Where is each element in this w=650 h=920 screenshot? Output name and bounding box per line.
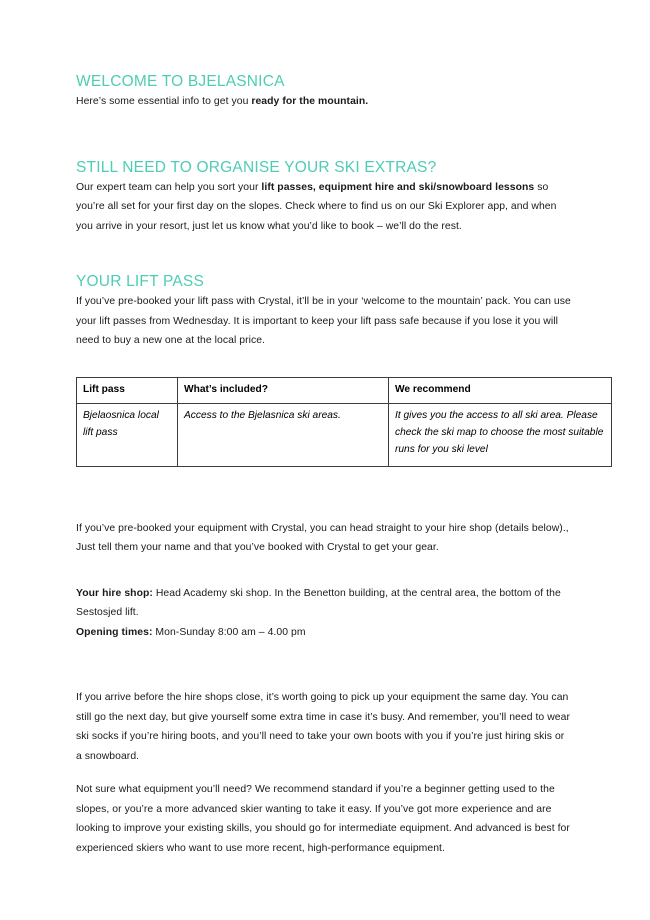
spacer-before-hire-shop — [76, 558, 572, 584]
table-cell-whats-included: Access to the Bjelasnica ski areas. — [178, 403, 389, 466]
spacer-after-extras — [76, 236, 572, 272]
paragraph-ski-extras — [76, 178, 572, 237]
table-header-whats-included: What’s included? — [178, 377, 389, 403]
table-row — [77, 403, 612, 466]
table-header-we-recommend: We recommend — [389, 377, 612, 403]
table-header-lift-pass: Lift pass — [77, 377, 178, 403]
spacer-after-welcome — [76, 112, 572, 158]
welcome-intro-bold: ready for the mountain. — [251, 96, 369, 107]
paragraph-welcome-intro — [76, 92, 572, 112]
spacer-before-table — [76, 351, 572, 377]
extras-text-part1: Our expert team can help you sort your — [76, 181, 262, 193]
paragraph-lift-pass: If you’ve pre-booked your lift pass with Crystal, it’ll be in your ‘welcome to the mountain’ pack. You can use your lift passes from Wednesday. It is important to keep your lift pass safe because if you lose it you will need to buy a new one at the local price. — [76, 296, 571, 346]
hire-shop-label: Your hire shop: — [76, 587, 153, 599]
spacer-before-arrival — [76, 642, 572, 688]
top-margin — [76, 0, 572, 72]
heading-ski-extras: STILL NEED TO ORGANISE YOUR SKI EXTRAS? — [76, 158, 437, 176]
paragraph-arrival-info: If you arrive before the hire shops close, it’s worth going to pick up your equipment the same day. You can still go the next day, but give yourself some extra time in case it’s busy. And remember, you’ll need to wear ski socks if you’re hiring boots, and you’ll need to take your own boots with you if you’re just hiring skis or a snowboard. — [76, 692, 570, 762]
table-cell-we-recommend: It gives you the access to all ski area. Please check the ski map to choose the most suitable runs for you ski level — [389, 403, 612, 466]
paragraph-equipment-intro: If you’ve pre-booked your equipment with Crystal, you can head straight to your hire shop (details below)., Just tell them your name and that you’ve booked with Crystal to get your gear. — [76, 522, 569, 553]
lift-pass-table — [76, 377, 612, 467]
paragraph-opening-times — [76, 623, 572, 643]
table-cell-lift-pass: Bjelaosnica local lift pass — [77, 403, 178, 466]
spacer-after-table — [76, 467, 572, 519]
heading-welcome: WELCOME TO BJELASNICA — [76, 73, 285, 90]
paragraph-hire-shop — [76, 584, 572, 623]
opening-times-value: Mon-Sunday 8:00 am – 4.00 pm — [152, 626, 306, 638]
paragraph-equipment-levels: Not sure what equipment you’ll need? We recommend standard if you’re a beginner getting used to the slopes, or you’re a more advanced skier wanting to take it easy. If you’ve got more experience and are looking to improve your existing skills, you should go for intermediate equipment. And advanced is best for experienced skiers who want to use more recent, high-performance equipment. — [76, 784, 570, 854]
table-header-row — [77, 377, 612, 403]
extras-text-part2: so you’re all set for your first day on the slopes. Check where to find us on our Ski Explorer app, and when you arrive in your resort, just let us know what you’d like to book – we’ll do the rest. — [76, 181, 557, 232]
heading-your-lift-pass: YOUR LIFT PASS — [76, 273, 204, 290]
opening-times-label: Opening times: — [76, 626, 153, 638]
welcome-intro-regular: Here’s some essential info to get you — [76, 96, 252, 107]
spacer-before-levels — [76, 766, 572, 780]
extras-text-bold: lift passes, equipment hire and ski/snowboard lessons — [261, 181, 535, 193]
hire-shop-value: Head Academy ski shop. In the Benetton building, at the central area, the bottom of the Sestosjed lift. — [76, 587, 561, 618]
